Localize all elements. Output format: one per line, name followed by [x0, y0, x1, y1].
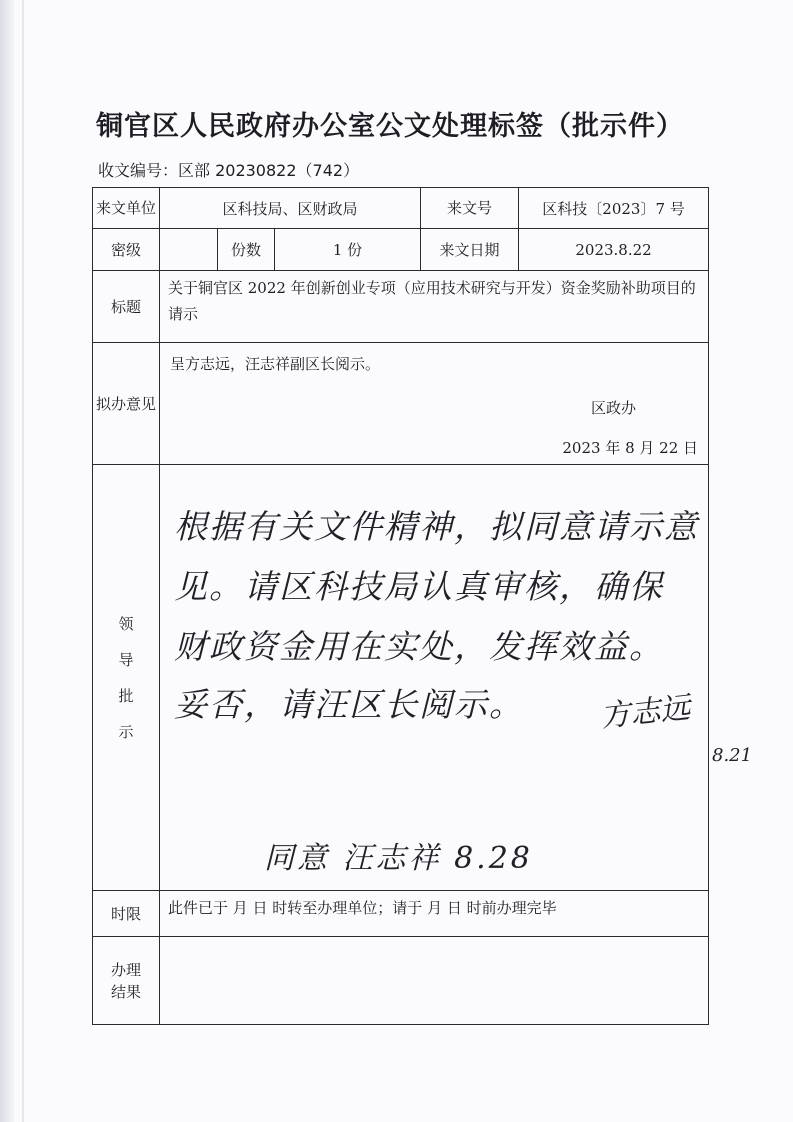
result-label: 办理结果 [93, 937, 160, 1025]
opinion-text: 呈方志远，汪志祥副区长阅示。 [170, 355, 381, 373]
row-result [93, 937, 709, 1025]
row-opinion [93, 343, 709, 465]
opinion-date: 2023 年 8 月 22 日 [562, 439, 699, 457]
instruction-line-3: 财政资金用在实处，发挥效益。 [174, 627, 664, 666]
row-meta [93, 229, 709, 271]
time-limit-text: 此件已于 月 日 时转至办理单位；请于 月 日 时前办理完毕 [160, 891, 709, 937]
instruction-line-4: 妥否，请汪区长阅示。 [174, 685, 524, 724]
time-limit-label: 时限 [93, 891, 160, 937]
instruction-signature: 方志远 [598, 690, 692, 735]
source-unit-label: 来文单位 [93, 188, 160, 229]
opinion-label: 拟办意见 [93, 343, 160, 465]
instruction-cell [160, 465, 753, 891]
opinion-cell [160, 343, 709, 465]
row-instruction [93, 465, 709, 891]
instruction-line-1: 根据有关文件精神，拟同意请示意 [174, 507, 699, 546]
opinion-signer: 区政办 [591, 399, 637, 417]
subject-value: 关于铜官区 2022 年创新创业专项（应用技术研究与开发）资金奖励补助项目的请示 [160, 271, 709, 343]
row-source [93, 188, 709, 229]
doc-number-value: 区科技〔2023〕7 号 [519, 188, 709, 229]
copies-label: 份数 [218, 229, 275, 271]
result-value [160, 937, 709, 1025]
instruction-signature-date: 8.21 [712, 745, 753, 766]
processing-form [92, 187, 753, 1025]
instruction-label: 领导批示 [93, 465, 160, 891]
row-subject [93, 271, 709, 343]
page-title: 铜官区人民政府办公室公文处理标签（批示件） [96, 111, 684, 142]
date-value: 2023.8.22 [519, 229, 709, 271]
instruction-line-2: 见。请区科技局认真审核，确保 [174, 567, 664, 606]
subject-label: 标题 [93, 271, 160, 343]
instruction-second-signature: 同意 汪志祥 8.28 [264, 841, 533, 876]
row-time-limit [93, 891, 709, 937]
date-label: 来文日期 [421, 229, 519, 271]
source-unit-value: 区科技局、区财政局 [160, 188, 421, 229]
secret-value [160, 229, 218, 271]
copies-value: 1 份 [275, 229, 421, 271]
doc-number-label: 来文号 [421, 188, 519, 229]
receipt-number: 收文编号：区部 20230822（742） [98, 161, 360, 180]
secret-label: 密级 [93, 229, 160, 271]
page-edge-shadow [0, 0, 14, 1122]
page-edge-line [22, 0, 24, 1122]
